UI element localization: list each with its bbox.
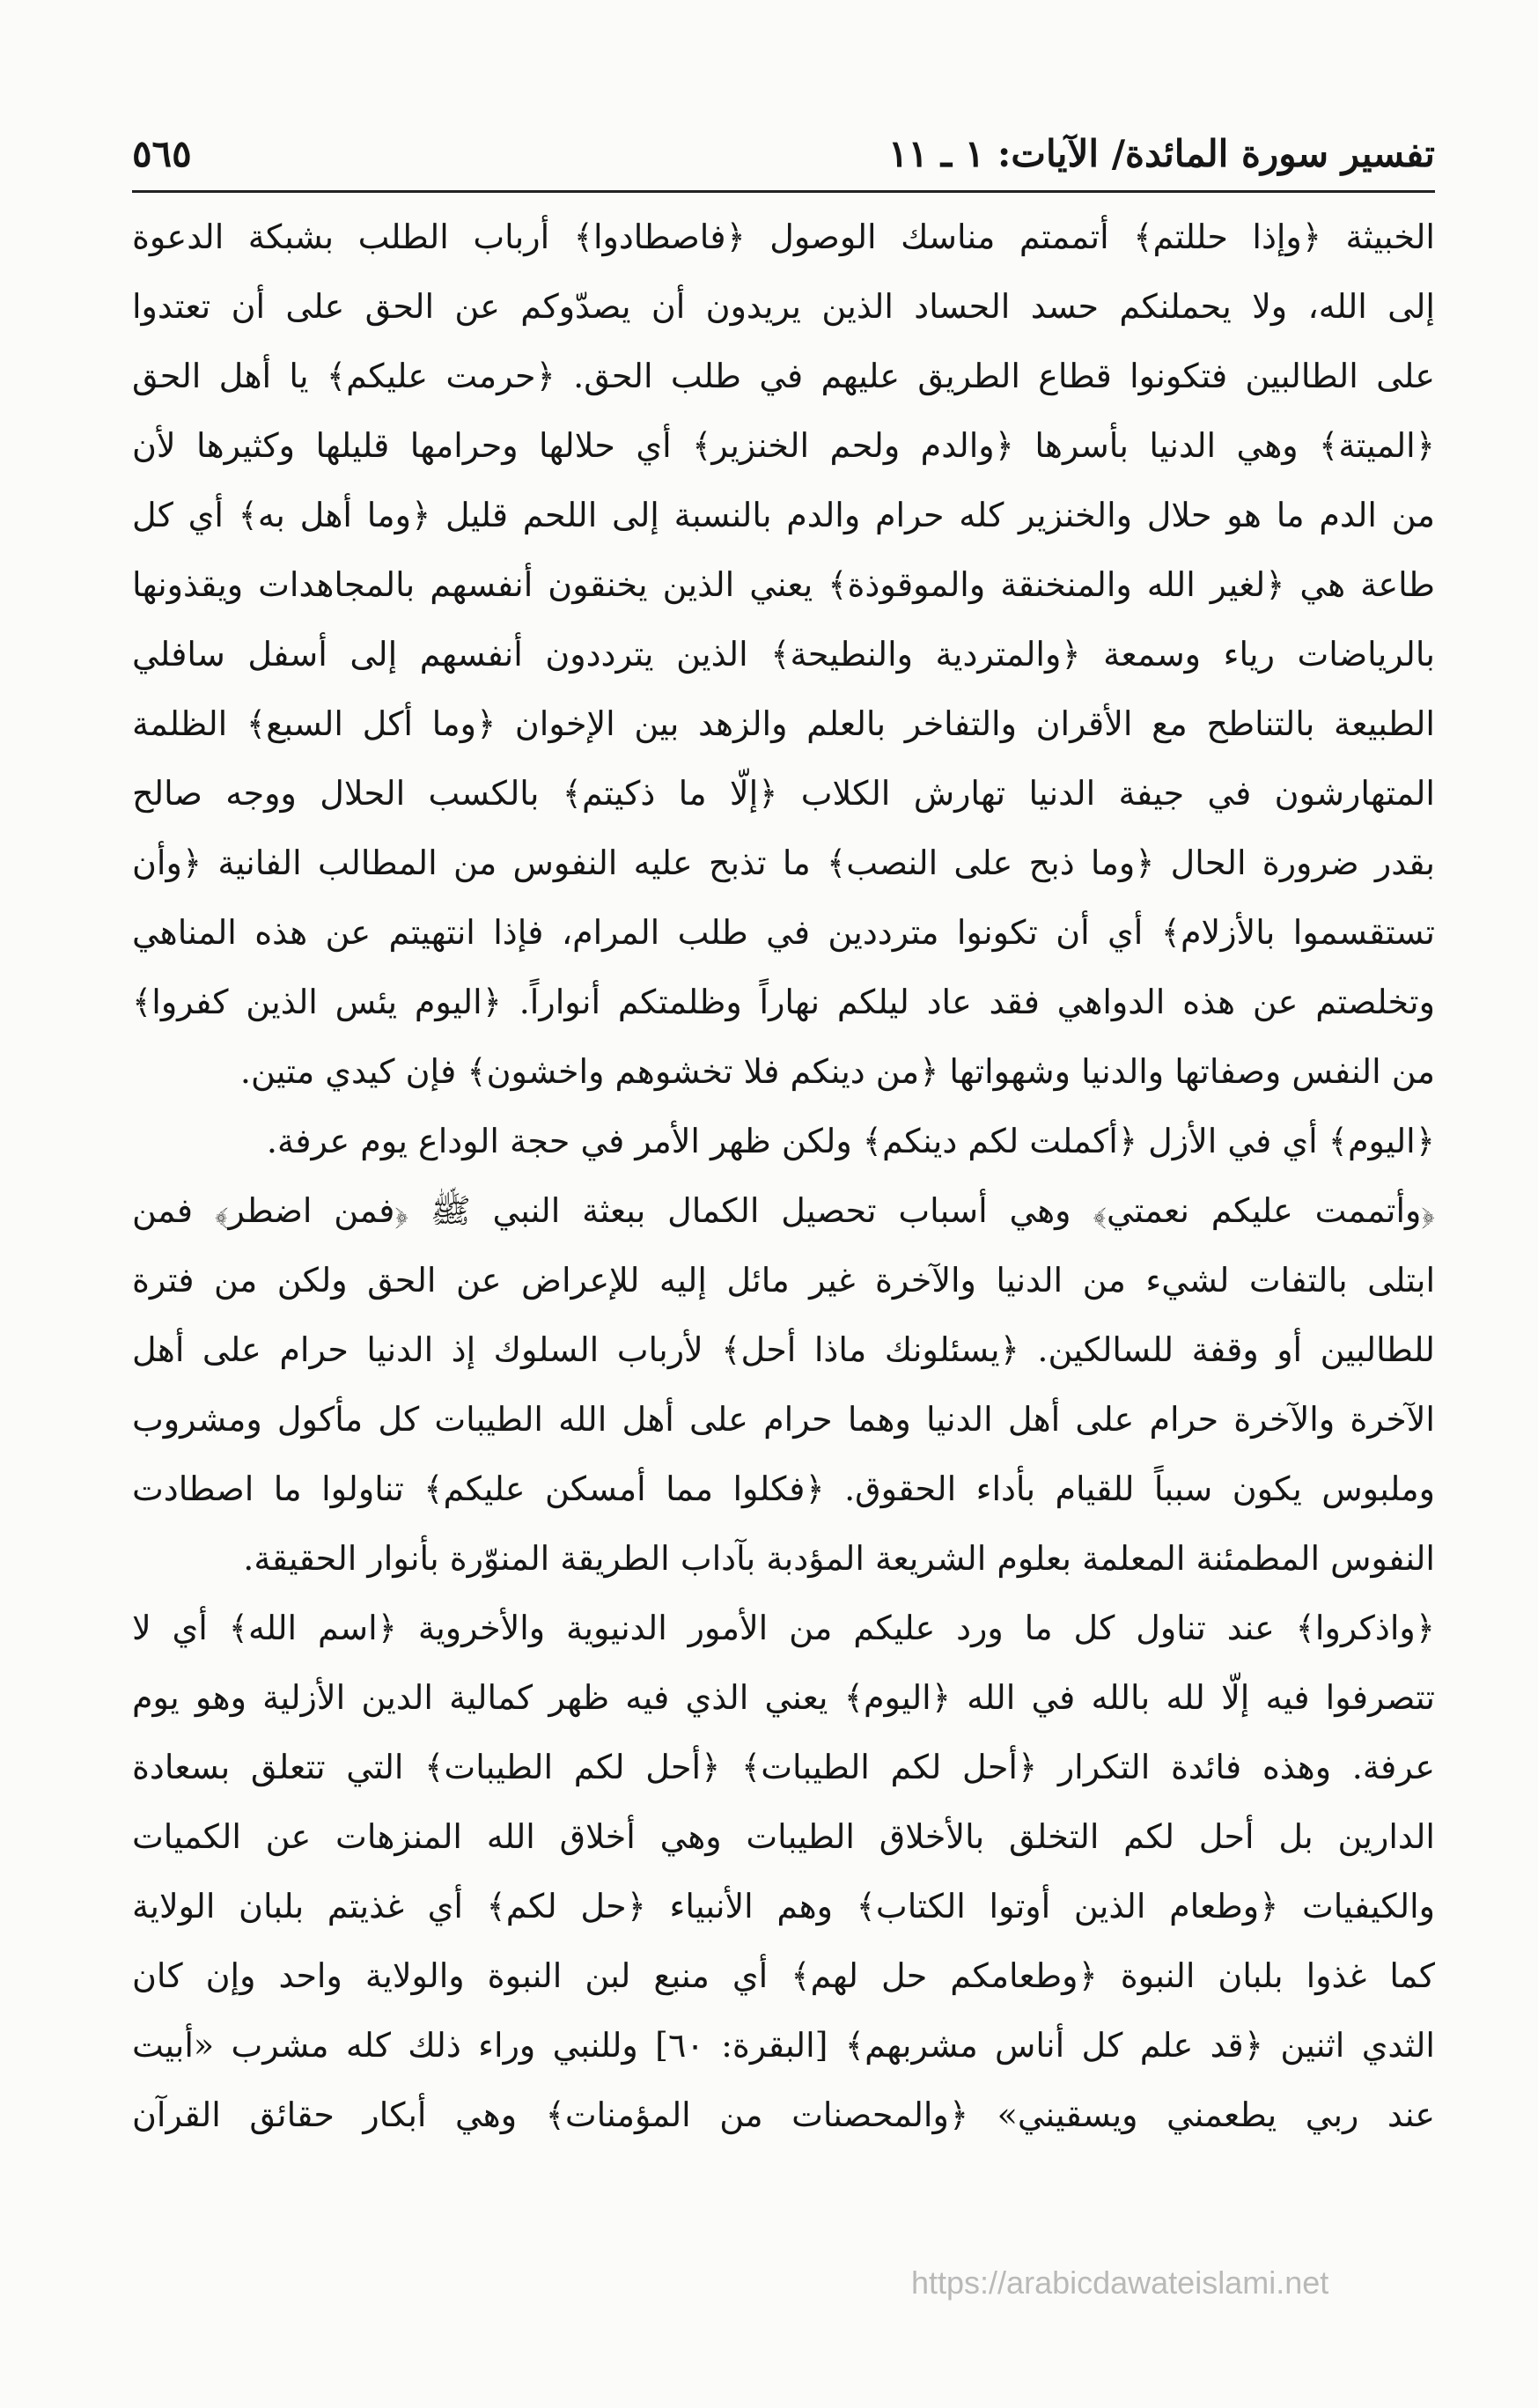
text-line: طاعة هي ﴿لغير الله والمنخنقة والموقوذة﴾ يعني الذين يخنقون أنفسهم بالمجاهدات ويقذونها	[132, 565, 1435, 604]
text-line: عند ربي يطعمني ويسقيني» ﴿والمحصنات من المؤمنات﴾ وهي أبكار حقائق القرآن	[132, 2095, 1435, 2134]
text-line: من النفس وصفاتها والدنيا وشهواتها ﴿من دينكم فلا تخشوهم واخشون﴾ فإن كيدي متين.	[239, 1052, 1435, 1091]
text-line: عرفة. وهذه فائدة التكرار ﴿أحل لكم الطيبات﴾ ﴿أحل لكم الطيبات﴾ التي تتعلق بسعادة	[132, 1748, 1435, 1786]
text-line: الثدي اثنين ﴿قد علم كل أناس مشربهم﴾ [البقرة: ٦٠] وللنبي وراء ذلك كله مشرب «أبيت	[132, 2026, 1435, 2065]
text-line: تستقسموا بالأزلام﴾ أي أن تكونوا مترددين في طلب المرام، فإذا انتهيتم عن هذه المناهي	[132, 913, 1435, 952]
running-title: تفسير سورة المائدة/ الآيات: ١ ـ ١١	[888, 132, 1435, 175]
text-line: ﴿الميتة﴾ وهي الدنيا بأسرها ﴿والدم ولحم الخنزير﴾ أي حلالها وحرامها قليلها وكثيرها لأن	[132, 426, 1435, 465]
text-line: المتهارشون في جيفة الدنيا تهارش الكلاب ﴿إلّا ما ذكيتم﴾ بالكسب الحلال ووجه صالح	[132, 774, 1435, 813]
text-line: من الدم ما هو حلال والخنزير كله حرام والدم بالنسبة إلى اللحم قليل ﴿وما أهل به﴾ أي كل	[132, 496, 1435, 534]
text-line: للطالبين أو وقفة للسالكين. ﴿يسئلونك ماذا أحل﴾ لأرباب السلوك إذ الدنيا حرام على أهل	[132, 1330, 1435, 1369]
text-line: بالرياضات رياء وسمعة ﴿والمتردية والنطيحة﴾ الذين يترددون أنفسهم إلى أسفل سافلي	[132, 635, 1435, 674]
text-line: ﴿اليوم﴾ أي في الأزل ﴿أكملت لكم دينكم﴾ ولكن ظهر الأمر في حجة الوداع يوم عرفة.	[266, 1122, 1435, 1160]
text-line: تتصرفوا فيه إلّا لله بالله في الله ﴿اليوم﴾ يعني الذي فيه ظهر كمالية الدين الأزلية وهو يوم	[132, 1678, 1435, 1717]
page-number: ٥٦٥	[132, 132, 192, 175]
text-line: الآخرة والآخرة حرام على أهل الدنيا وهما حرام على أهل الله الطيبات كل مأكول ومشروب	[132, 1400, 1435, 1439]
text-line: ابتلى بالتفات لشيء من الدنيا والآخرة غير مائل إليه للإعراض عن الحق ولكن من فترة	[132, 1261, 1435, 1300]
text-line: على الطالبين فتكونوا قطاع الطريق عليهم في طلب الحق. ﴿حرمت عليكم﴾ يا أهل الحق	[132, 357, 1435, 395]
text-line: وتخلصتم عن هذه الدواهي فقد عاد ليلكم نهاراً وظلمتكم أنواراً. ﴿اليوم يئس الذين كفروا﴾	[132, 983, 1435, 1021]
page-header	[132, 132, 1435, 194]
text-line: والكيفيات ﴿وطعام الذين أوتوا الكتاب﴾ وهم الأنبياء ﴿حل لكم﴾ أي غذيتم بلبان الولاية	[132, 1887, 1435, 1926]
header-rule	[132, 190, 1435, 193]
text-line: بقدر ضرورة الحال ﴿وما ذبح على النصب﴾ ما تذبح عليه النفوس من المطالب الفانية ﴿وأن	[132, 843, 1435, 882]
text-line: الخبيثة ﴿وإذا حللتم﴾ أتممتم مناسك الوصول ﴿فاصطادوا﴾ أرباب الطلب بشبكة الدعوة	[132, 217, 1435, 256]
commentary-text	[132, 203, 1435, 2150]
text-line: وملبوس يكون سبباً للقيام بأداء الحقوق. ﴿فكلوا مما أمسكن عليكم﴾ تناولوا ما اصطادت	[132, 1469, 1435, 1508]
text-line: ﴿وأتممت عليكم نعمتي﴾ وهي أسباب تحصيل الكمال ببعثة النبي ﷺ ﴿فمن اضطر﴾ فمن	[132, 1191, 1435, 1230]
text-line: إلى الله، ولا يحملنكم حسد الحساد الذين يريدون أن يصدّوكم عن الحق على أن تعتدوا	[132, 287, 1435, 326]
text-line: النفوس المطمئنة المعلمة بعلوم الشريعة المؤدبة بآداب الطريقة المنوّرة بأنوار الحقيقة.	[243, 1539, 1435, 1578]
text-line: الطبيعة بالتناطح مع الأقران والتفاخر بالعلم والزهد بين الإخوان ﴿وما أكل السبع﴾ الظلمة	[132, 704, 1435, 743]
text-line: ﴿واذكروا﴾ عند تناول كل ما ورد عليكم من الأمور الدنيوية والأخروية ﴿اسم الله﴾ أي لا	[132, 1609, 1435, 1647]
text-line: كما غذوا بلبان النبوة ﴿وطعامكم حل لهم﴾ أي منبع لبن النبوة والولاية واحد وإن كان	[132, 1956, 1435, 1995]
watermark-url: https://arabicdawateislami.net	[911, 2264, 1329, 2301]
text-line: الدارين بل أحل لكم التخلق بالأخلاق الطيبات وهي أخلاق الله المنزهات عن الكميات	[132, 1817, 1435, 1856]
